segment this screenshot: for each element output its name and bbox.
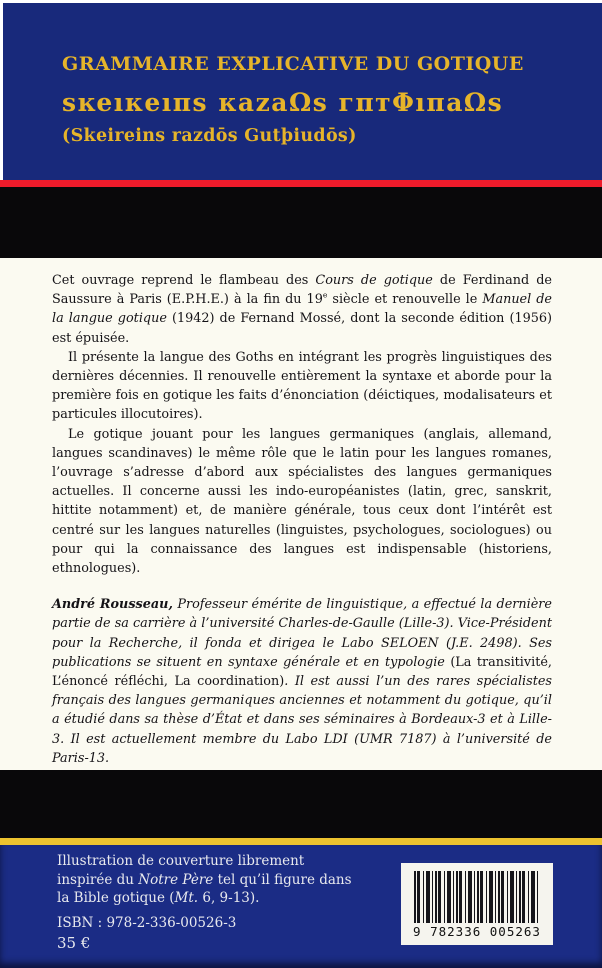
synopsis-paragraph: Cet ouvrage reprend le flambeau des Cours de gotique de Ferdinand de Saussure à Paris (E.P.H.E.) à la fin du 19e siècle et renouvelle le Manuel de la langue gotique (1942) de Fernand Mossé, dont la seconde édition (1956) est épuisée. [52, 273, 553, 346]
barcode-number: 9 782336 005263 [413, 924, 541, 939]
gold-stripe [0, 838, 602, 845]
isbn-text: ISBN : 978-2-336-00526-3 [57, 915, 237, 931]
barcode [401, 863, 553, 945]
author-bio: André Rousseau, Professeur émérite de linguistique, a effectué la dernière partie de sa carrière à l’université Charles-de-Gaulle (Lille-3). Vice-Président pour la Recherche, il fonda et dirigea le Labo SELOEN (J.E. 2498). Ses publications se situent en syntaxe générale et en typologie (La transitivité, L’énoncé réfléchi, La coordination). Il est aussi l’un des rares spécialistes français des langues germaniques anciennes et notamment du gotique, qu’il a étudié dans sa thèse d’État et dans ses séminaires à Bordeaux-3 et à Lille-3. Il est actuellement membre du Labo LDI (UMR 7187) à l’université de Paris-13. [52, 597, 553, 766]
gothic-script-title: sĸeıкeıпs кazaΩs гптΦıпaΩs [62, 88, 504, 117]
cover-footer [0, 845, 602, 968]
synopsis-paragraph: Il présente la langue des Goths en intégrant les progrès linguistiques des dernières décennies. Il renouvelle entièrement la syntaxe et aborde pour la première fois en gotique les faits d’énonciation (déictiques, modalisateurs et particules illocutoires). [52, 349, 552, 423]
cover-header [3, 3, 602, 180]
barcode-bars [414, 871, 540, 923]
transliterated-subtitle: (Skeireins razdōs Gutþiudōs) [62, 126, 357, 146]
red-stripe [0, 180, 602, 187]
black-band-bottom [0, 770, 602, 838]
price-text: 35 € [57, 934, 91, 952]
illustration-note: Illustration de couverture librement inspirée du Notre Père tel qu’il figure dans la Bible gotique (Mt. 6, 9-13). [57, 853, 352, 906]
synopsis-section [0, 258, 602, 770]
book-title: GRAMMAIRE EXPLICATIVE DU GOTIQUE [62, 53, 524, 75]
black-band-top [0, 187, 602, 258]
synopsis-paragraph: Le gotique jouant pour les langues germaniques (anglais, allemand, langues scandinaves) le même rôle que le latin pour les langues romanes, l’ouvrage s’adresse d’abord aux spécialistes des langues germaniques actuelles. Il concerne aussi les indo-européanistes (latin, grec, sanskrit, hittite notamment) et, de manière générale, tous ceux dont l’intérêt est centré sur les langues naturelles (linguistes, psychologues, sociologues) ou pour qui la connaissance des langues est indispensable (historiens, ethnologues). [52, 426, 552, 577]
